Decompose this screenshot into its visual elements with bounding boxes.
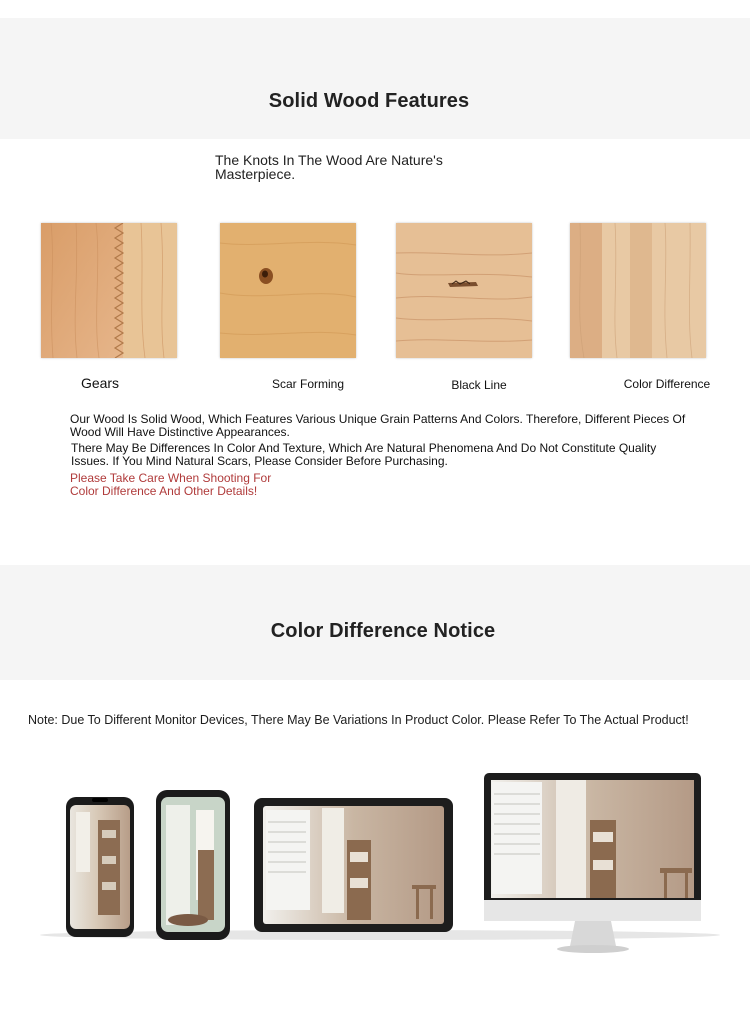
color-note: Note: Due To Different Monitor Devices, There May Be Variations In Product Color. Please Refer To The Actual Product! xyxy=(28,713,689,727)
phone-icon xyxy=(66,797,134,937)
phone-icon xyxy=(156,790,230,940)
knot-wood-swatch xyxy=(220,223,356,358)
description-paragraph-1: Our Wood Is Solid Wood, Which Features Various Unique Grain Patterns And Colors. Therefore, Different Pieces Of Wood Will Have Distinctive Appearances. xyxy=(70,412,686,439)
device-lineup xyxy=(0,760,750,960)
feature-label-color-difference: Color Difference xyxy=(623,377,711,391)
black-line-wood-swatch xyxy=(396,223,532,358)
warning-line-2: Color Difference And Other Details! xyxy=(70,484,258,498)
section-title: Color Difference Notice xyxy=(270,620,496,642)
tablet-icon xyxy=(254,798,453,932)
feature-label-black-line: Black Line xyxy=(451,378,507,392)
feature-label-gears: Gears xyxy=(80,375,120,391)
description-paragraph-2: There May Be Differences In Color And Texture, Which Are Natural Phenomena And Do Not Constitute Quality Issues. If You Mind Natural Scars, Please Consider Before Purchasing. xyxy=(71,441,657,468)
tagline: The Knots In The Wood Are Nature's Masterpiece. xyxy=(215,152,443,182)
section-header-solid-wood xyxy=(0,18,750,139)
color-difference-wood-swatch xyxy=(570,223,706,358)
warning-line-1: Please Take Care When Shooting For xyxy=(70,471,272,485)
finger-joint-wood-swatch xyxy=(41,223,177,358)
desktop-monitor-icon xyxy=(484,773,701,953)
section-title: Solid Wood Features xyxy=(268,90,470,112)
feature-label-scar-forming: Scar Forming xyxy=(271,377,345,391)
warning-text xyxy=(70,472,370,498)
section-header-color-difference xyxy=(0,565,750,680)
